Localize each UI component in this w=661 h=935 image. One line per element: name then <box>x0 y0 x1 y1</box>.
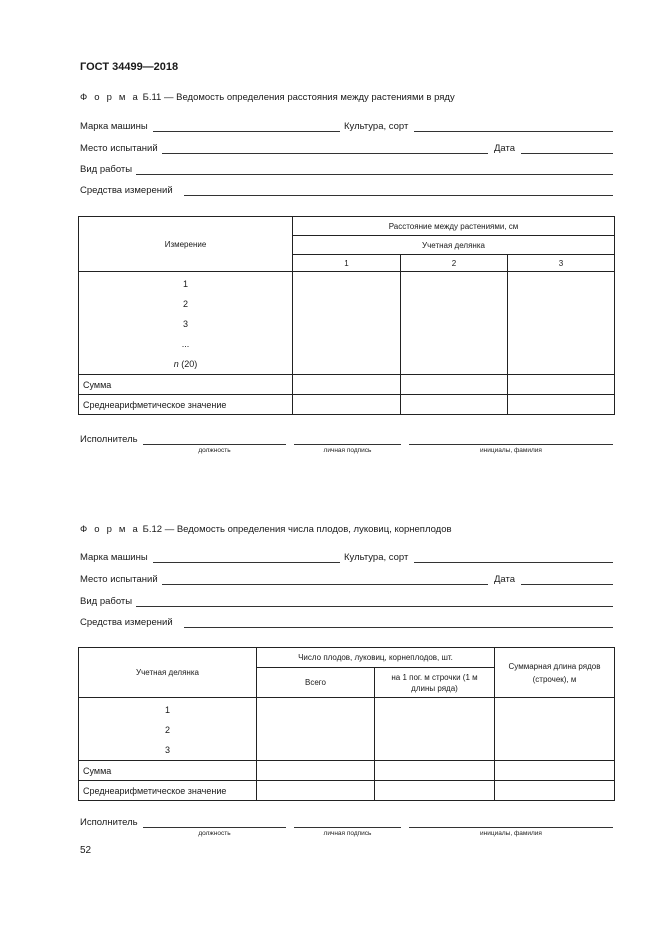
marka-label: Марка машины <box>80 552 148 563</box>
plot-number: 3 <box>508 255 615 272</box>
col-measure-header: Измерение <box>79 217 293 272</box>
plot-number: 1 <box>293 255 401 272</box>
vid-label: Вид работы <box>80 164 133 175</box>
page-number: 52 <box>80 845 92 856</box>
data-cell[interactable] <box>495 781 615 801</box>
col-total-header: Всего <box>257 668 375 698</box>
mean-label: Среднеарифметическое значение <box>79 781 257 801</box>
data-cell[interactable] <box>401 272 508 375</box>
data-cell[interactable] <box>293 375 401 395</box>
signature-field[interactable] <box>294 827 401 828</box>
kultura-label: Культура, сорт <box>344 121 409 132</box>
data-cell[interactable] <box>257 761 375 781</box>
sredstva-label: Средства измерений <box>80 185 173 196</box>
data-cell[interactable] <box>293 395 401 415</box>
position-field[interactable] <box>143 444 286 445</box>
kultura-field[interactable] <box>414 131 613 132</box>
form-title-text: Б.12 — Ведомость определения числа плодов, луковиц, корнеплодов <box>142 524 452 535</box>
data-cell[interactable] <box>508 375 615 395</box>
data-cell[interactable] <box>257 698 375 761</box>
form-word: Ф о р м а <box>80 92 140 103</box>
mesto-field[interactable] <box>162 153 488 154</box>
sum-label: Сумма <box>79 375 293 395</box>
form-b11-title <box>80 92 455 103</box>
position-field[interactable] <box>143 827 286 828</box>
row-number: 1 <box>164 705 170 715</box>
signature-caption: личная подпись <box>323 830 372 837</box>
row-number: 3 <box>182 319 188 329</box>
data-cell[interactable] <box>495 761 615 781</box>
position-caption: должность <box>198 447 231 454</box>
vid-field[interactable] <box>136 174 613 175</box>
form-b11-table <box>78 216 615 415</box>
signature-caption: личная подпись <box>323 447 372 454</box>
data-cell[interactable] <box>495 698 615 761</box>
name-caption: инициалы, фамилия <box>480 447 542 454</box>
document-code: ГОСТ 34499—2018 <box>80 61 179 73</box>
col-distance-header: Расстояние между растениями, см <box>293 217 615 236</box>
data-cell[interactable] <box>401 395 508 415</box>
n-letter: n <box>173 359 179 369</box>
kultura-label: Культура, сорт <box>344 552 409 563</box>
data-cell[interactable] <box>257 781 375 801</box>
form-b12-title <box>80 524 452 535</box>
kultura-field[interactable] <box>414 562 613 563</box>
col-count-header: Число плодов, луковиц, корнеплодов, шт. <box>257 648 495 668</box>
plot-numbers <box>79 698 257 761</box>
position-caption: должность <box>198 830 231 837</box>
plot-number: 2 <box>401 255 508 272</box>
data-cell[interactable] <box>508 272 615 375</box>
marka-label: Марка машины <box>80 121 148 132</box>
mesto-label: Место испытаний <box>80 574 158 585</box>
name-caption: инициалы, фамилия <box>480 830 542 837</box>
signature-field[interactable] <box>294 444 401 445</box>
sredstva-label: Средства измерений <box>80 617 173 628</box>
col-plot-header: Учетная делянка <box>293 236 615 255</box>
form-b12-table <box>78 647 615 801</box>
data-cell[interactable] <box>401 375 508 395</box>
data-cell[interactable] <box>375 761 495 781</box>
form-title-text: Б.11 — Ведомость определения расстояния между растениями в ряду <box>142 92 455 103</box>
row-number: (20) <box>181 359 198 369</box>
vid-label: Вид работы <box>80 596 133 607</box>
sredstva-field[interactable] <box>184 195 613 196</box>
sredstva-field[interactable] <box>184 627 613 628</box>
sum-label: Сумма <box>79 761 257 781</box>
marka-field[interactable] <box>153 131 340 132</box>
data-label: Дата <box>494 574 516 585</box>
data-cell[interactable] <box>375 781 495 801</box>
row-number: 3 <box>164 745 170 755</box>
vid-field[interactable] <box>136 606 613 607</box>
col-per-m-header: на 1 пог. м строчки (1 м длины ряда) <box>375 668 495 698</box>
row-number: 2 <box>182 299 188 309</box>
row-number: 1 <box>182 279 188 289</box>
ispolnitel-label: Исполнитель <box>80 817 138 828</box>
col-length-header: Суммарная длина рядов (строчек), м <box>495 648 615 698</box>
data-cell[interactable] <box>293 272 401 375</box>
data-cell[interactable] <box>375 698 495 761</box>
mesto-field[interactable] <box>162 584 488 585</box>
ispolnitel-label: Исполнитель <box>80 434 138 445</box>
row-number: ... <box>181 339 190 349</box>
data-field[interactable] <box>521 584 613 585</box>
measurement-numbers <box>79 272 293 375</box>
row-number-last <box>79 354 292 374</box>
data-label: Дата <box>494 143 516 154</box>
mean-label: Среднеарифметическое значение <box>79 395 293 415</box>
row-number: 2 <box>164 725 170 735</box>
name-field[interactable] <box>409 444 613 445</box>
form-word: Ф о р м а <box>80 524 140 535</box>
marka-field[interactable] <box>153 562 340 563</box>
mesto-label: Место испытаний <box>80 143 158 154</box>
data-field[interactable] <box>521 153 613 154</box>
col-plot-header: Учетная делянка <box>79 648 257 698</box>
name-field[interactable] <box>409 827 613 828</box>
data-cell[interactable] <box>508 395 615 415</box>
